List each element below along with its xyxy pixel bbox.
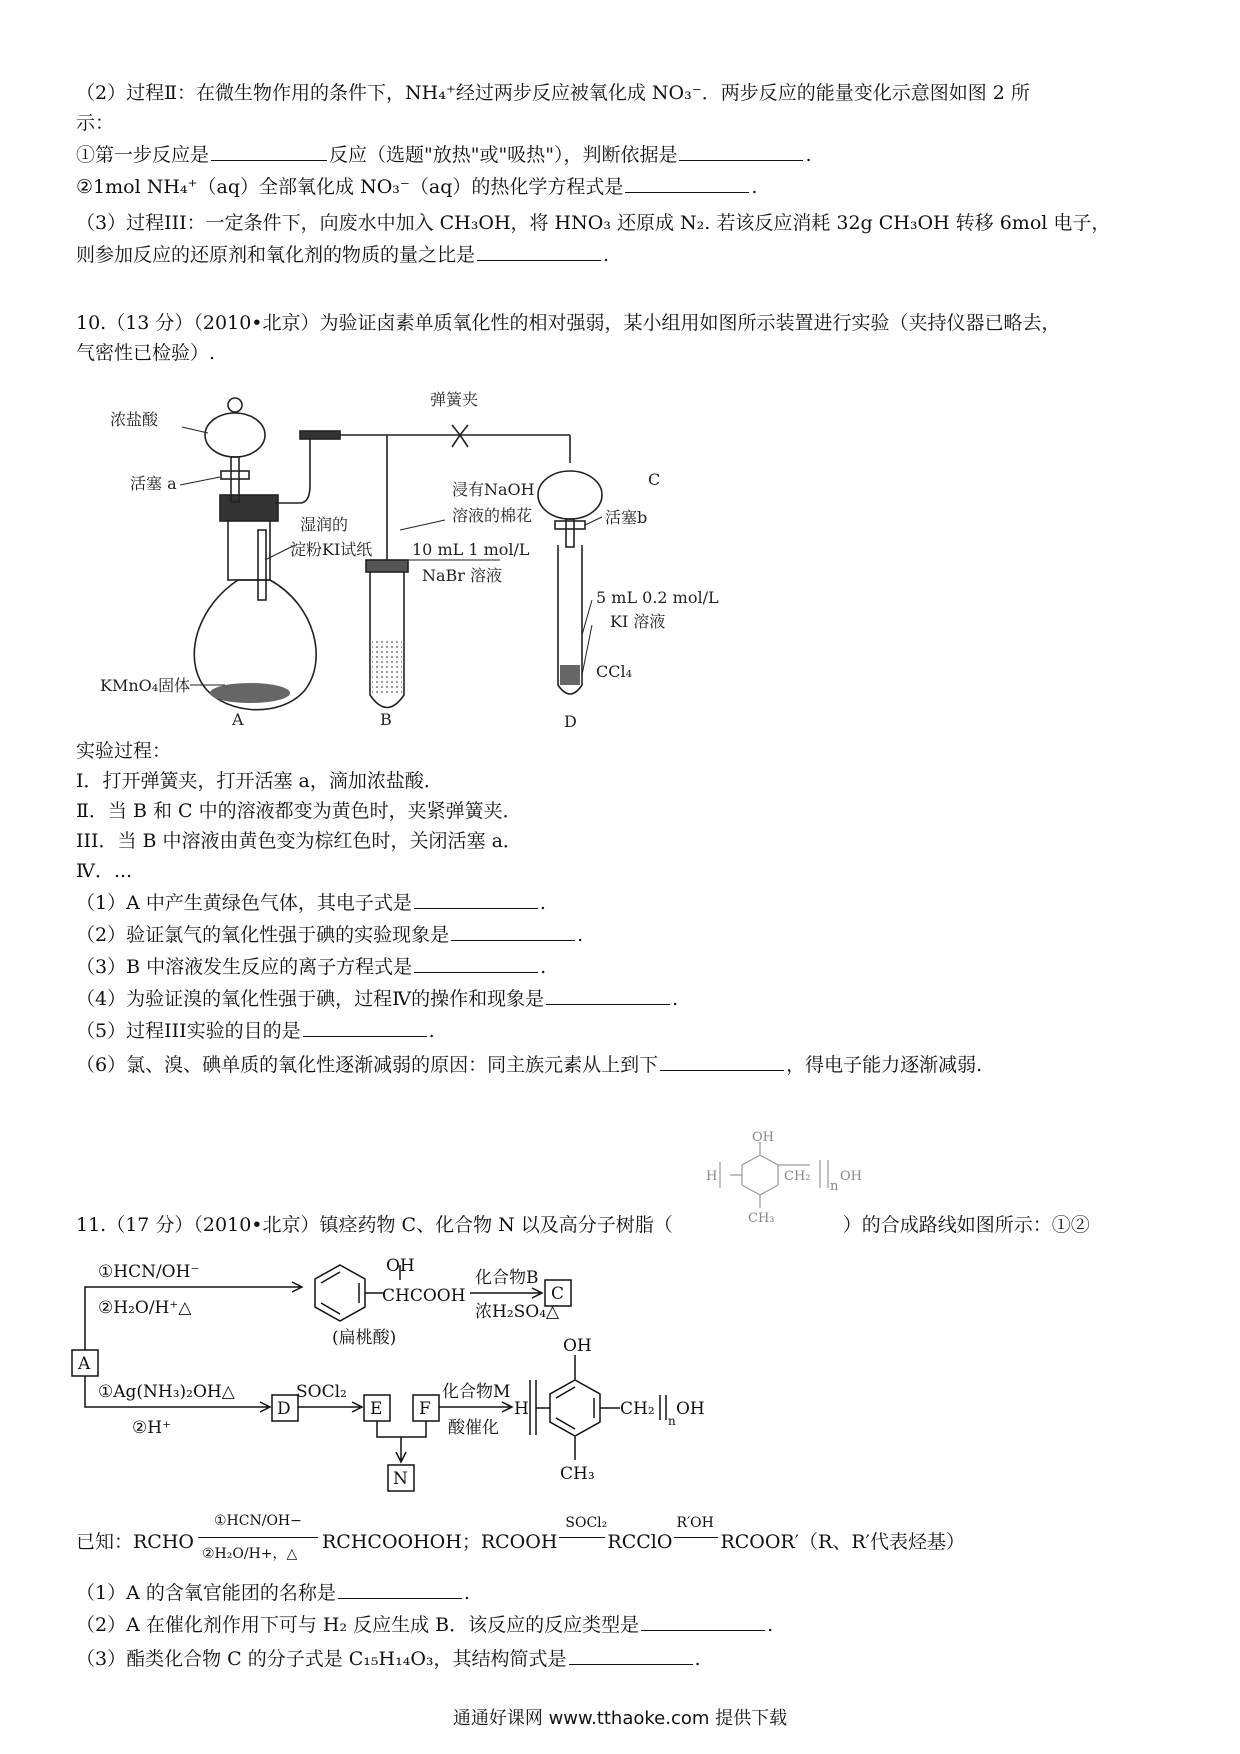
answer-blank[interactable] <box>303 1018 427 1037</box>
synthesis-scheme <box>70 1255 790 1520</box>
label-naoh-cotton-2: 溶液的棉花 <box>452 506 533 525</box>
label-ki-1: 5 mL 0.2 mol/L <box>596 588 719 607</box>
q11-sub-3 <box>76 1646 701 1672</box>
text: （1）A 的含氧官能团的名称是 <box>76 1582 336 1604</box>
prev-p2-line1: （2）过程Ⅱ：在微生物作用的条件下，NH₄⁺经过两步反应被氧化成 NO₃⁻．两步反应的能量变化示意图如图 2 所 <box>76 82 1030 104</box>
label-ki-2: KI 溶液 <box>610 612 666 631</box>
label-nabr-2: NaBr 溶液 <box>422 566 503 585</box>
known-arrow-3 <box>672 1515 720 1548</box>
label-n: N <box>393 1469 408 1489</box>
step-2: Ⅱ．当 B 和 C 中的溶液都变为黄色时，夹紧弹簧夹． <box>76 800 522 822</box>
valve-b[interactable] <box>555 521 585 529</box>
resin-small-h: H <box>706 1169 718 1184</box>
poly-h: H <box>514 1399 529 1419</box>
answer-blank[interactable] <box>211 142 327 161</box>
answer-blank[interactable] <box>451 922 575 941</box>
answer-blank[interactable] <box>660 1052 784 1071</box>
label-ccl4: CCl₄ <box>596 662 633 681</box>
answer-blank[interactable] <box>546 986 670 1005</box>
text: （5）过程III实验的目的是 <box>76 1020 301 1042</box>
known-arrow-1 <box>194 1513 322 1562</box>
prev-p2-2 <box>76 174 757 200</box>
prev-p3-line2 <box>76 242 609 268</box>
label-wet-paper-2: 淀粉KI试纸 <box>290 540 373 559</box>
reagent-1-top: ①HCN/OH⁻ <box>98 1262 200 1282</box>
q11-sub-1 <box>76 1580 470 1606</box>
poly-bracket-left <box>530 1380 536 1435</box>
reagent-4-top: 化合物M <box>442 1382 511 1402</box>
ki-paper-strip <box>258 530 266 600</box>
text: 11.（17 分）（2010•北京）镇痉药物 C、化合物 N 以及高分子树脂（ <box>76 1214 673 1236</box>
text: . <box>672 988 679 1010</box>
text: . <box>540 956 547 978</box>
text: （3）酯类化合物 C 的分子式是 C₁₅H₁₄O₃，其结构简式是 <box>76 1648 567 1670</box>
text: . <box>751 176 758 198</box>
text: . <box>805 144 812 166</box>
process-title: 实验过程： <box>76 740 172 762</box>
flask-neck <box>228 520 270 580</box>
text: RCHCOOHOH；RCOOH <box>322 1531 558 1553</box>
q11-sub-2 <box>76 1612 773 1638</box>
label-f: F <box>419 1399 431 1419</box>
text: . <box>603 244 610 266</box>
resin-small-ch3: CH₃ <box>748 1211 775 1226</box>
answer-blank[interactable] <box>338 1580 462 1599</box>
prev-p2-line2: 示： <box>76 112 115 134</box>
arrow-1-top: ①HCN/OH− <box>214 1513 302 1529</box>
reagent-2-top: 化合物B <box>475 1268 539 1288</box>
bulb-c <box>538 471 602 519</box>
reagent-1-bot: ②H₂O/H⁺△ <box>98 1298 192 1318</box>
text: ，得电子能力逐渐减弱. <box>786 1054 983 1076</box>
poly-ch3: CH₃ <box>560 1464 595 1484</box>
rubber-connector <box>300 431 340 439</box>
kmno4-solid <box>210 683 290 703</box>
known-reactions <box>76 1513 965 1562</box>
text: . <box>577 924 584 946</box>
arrow-1-bot: ②H₂O/H+，△ <box>202 1546 298 1562</box>
ccl4-layer <box>560 665 580 685</box>
text: ②1mol NH₄⁺（aq）全部氧化成 NO₃⁻（aq）的热化学方程式是 <box>76 176 624 198</box>
label-valve-b: 活塞b <box>605 508 648 527</box>
text: （3）B 中溶液发生反应的离子方程式是 <box>76 956 413 978</box>
q10-sub-6 <box>76 1052 982 1078</box>
step-4: Ⅳ．... <box>76 860 133 882</box>
mandelic-chain: CHCOOH <box>382 1286 466 1306</box>
answer-blank[interactable] <box>569 1646 693 1665</box>
resin-small-ch2: CH₂ <box>784 1169 811 1184</box>
benzene-ring <box>315 1265 365 1321</box>
text: ）的合成路线如图所示：①② <box>842 1214 1090 1236</box>
q11-header <box>76 1212 1168 1238</box>
label-naoh-cotton-1: 浸有NaOH <box>452 480 535 499</box>
label-e: E <box>370 1399 383 1419</box>
q10-sub-5 <box>76 1018 435 1044</box>
prev-p2-1 <box>76 142 812 168</box>
arrow-3-top: R′OH <box>676 1515 714 1531</box>
text: . <box>539 892 546 914</box>
bulb-c-stem <box>566 519 574 547</box>
mandelic-name: (扁桃酸) <box>332 1328 397 1348</box>
label-nabr-1: 10 mL 1 mol/L <box>412 540 530 559</box>
label-b: B <box>380 710 392 729</box>
label-d: D <box>277 1399 291 1419</box>
label-c: C <box>551 1284 565 1304</box>
reagent-2-bot: 浓H₂SO₄△ <box>475 1302 560 1322</box>
text: （2）A 在催化剂作用下可与 H₂ 反应生成 B．该反应的反应类型是 <box>76 1614 640 1636</box>
separatory-funnel <box>205 413 265 457</box>
label-a: A <box>78 1354 91 1374</box>
q10-sub-2 <box>76 922 583 948</box>
step-3: III．当 B 中溶液由黄色变为棕红色时，关闭活塞 a． <box>76 830 522 852</box>
poly-n: n <box>668 1414 676 1428</box>
mandelic-oh: OH <box>386 1256 415 1276</box>
resin-small-oh2: OH <box>840 1169 862 1184</box>
resin-small-n: n <box>830 1179 839 1194</box>
known-arrow-2 <box>557 1515 608 1548</box>
step-1: Ⅰ．打开弹簧夹，打开活塞 a，滴加浓盐酸． <box>76 770 443 792</box>
reagent-4-bot: 酸催化 <box>448 1418 499 1438</box>
answer-blank[interactable] <box>414 890 538 909</box>
text: 反应（选题"放热"或"吸热"），判断依据是 <box>329 144 678 166</box>
poly-end-oh: OH <box>676 1399 705 1419</box>
q10-header-line1: 10.（13 分）（2010•北京）为验证卤素单质氧化性的相对强弱，某小组用如图所示装置进行实验（夹持仪器已略去， <box>76 312 1061 334</box>
q10-sub-3 <box>76 954 546 980</box>
text: ①第一步反应是 <box>76 144 210 166</box>
poly-benzene-ring <box>550 1380 600 1436</box>
text: 已知：RCHO <box>76 1531 194 1553</box>
text: . <box>694 1648 701 1670</box>
label-d: D <box>564 712 577 731</box>
apparatus-figure <box>100 385 780 735</box>
label-a: A <box>232 710 244 729</box>
q10-sub-1 <box>76 890 546 916</box>
answer-blank[interactable] <box>641 1612 765 1631</box>
answer-blank[interactable] <box>414 954 538 973</box>
arrow-2-top: SOCl₂ <box>565 1515 608 1531</box>
answer-blank[interactable] <box>625 174 749 193</box>
q10-header-line2: 气密性已检验）. <box>76 342 216 364</box>
poly-ch2: CH₂ <box>620 1399 655 1419</box>
stopper <box>220 495 278 521</box>
funnel-stopper <box>228 398 242 412</box>
poly-oh: OH <box>563 1336 592 1356</box>
answer-blank[interactable] <box>477 242 601 261</box>
text: . <box>767 1614 774 1636</box>
q10-sub-4 <box>76 986 678 1012</box>
label-wet-paper-1: 湿润的 <box>300 515 349 534</box>
reagent-3-top: ①Ag(NH₃)₂OH△ <box>98 1382 235 1402</box>
label-c: C <box>648 470 661 489</box>
valve-a[interactable] <box>221 471 249 479</box>
reagent-socl2: SOCl₂ <box>296 1382 347 1402</box>
answer-blank[interactable] <box>679 142 803 161</box>
text: （4）为验证溴的氧化性强于碘，过程Ⅳ的操作和现象是 <box>76 988 545 1010</box>
spring-clip[interactable] <box>452 425 468 447</box>
label-conc-hcl: 浓盐酸 <box>110 410 159 429</box>
text: RCClO <box>607 1531 673 1553</box>
text: （6）氯、溴、碘单质的氧化性逐渐减弱的原因：同主族元素从上到下 <box>76 1054 659 1076</box>
text: 则参加反应的还原剂和氧化剂的物质的量之比是 <box>76 244 476 266</box>
text: （2）验证氯气的氧化性强于碘的实验现象是 <box>76 924 450 946</box>
reagent-3-bot: ②H⁺ <box>132 1418 172 1438</box>
text: （1）A 中产生黄绿色气体，其电子式是 <box>76 892 412 914</box>
resin-small-oh: OH <box>752 1130 774 1145</box>
text: RCOOR′（R、R′代表烃基） <box>720 1531 965 1553</box>
label-spring-clip: 弹簧夹 <box>430 390 479 409</box>
prev-p3-line1: （3）过程III：一定条件下，向废水中加入 CH₃OH，将 HNO₃ 还原成 N₂. 若该反应消耗 32g CH₃OH 转移 6mol 电子， <box>76 212 1111 234</box>
tube-b-stopper <box>366 560 408 572</box>
text: . <box>428 1020 435 1042</box>
footer-source: 通通好课网 www.tthaoke.com 提供下载 <box>452 1708 788 1729</box>
label-valve-a: 活塞 a <box>130 474 177 493</box>
text: . <box>463 1582 470 1604</box>
label-kmno4: KMnO₄固体 <box>100 676 191 695</box>
